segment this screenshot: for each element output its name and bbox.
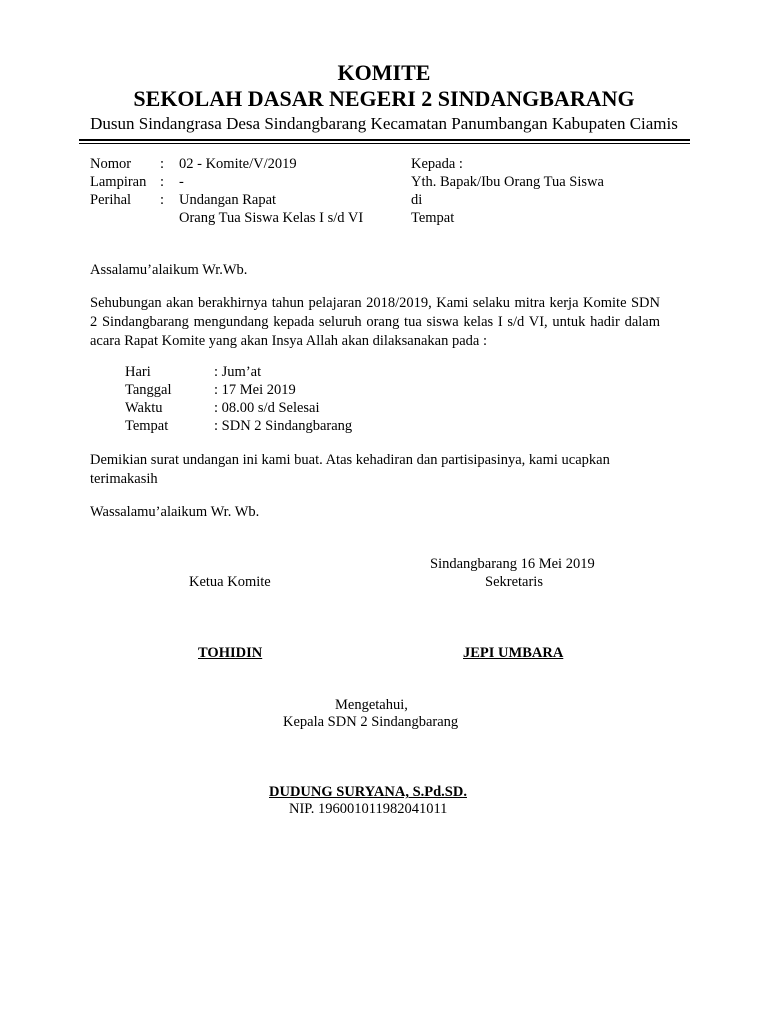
detail-tempat-value: : SDN 2 Sindangbarang [214,418,353,434]
recipient-line2: Yth. Bapak/Ibu Orang Tua Siswa [411,174,604,190]
letterhead-school-name: SEKOLAH DASAR NEGERI 2 SINDANGBARANG [133,86,635,111]
nomor-value: 02 - Komite/V/2019 [179,156,297,172]
signature-role-left: Ketua Komite [189,574,271,590]
detail-tanggal-value: : 17 Mei 2019 [214,382,296,398]
lampiran-colon: : [160,174,165,190]
lampiran-value: - [179,174,184,190]
perihal-value-line2: Orang Tua Siswa Kelas I s/d VI [179,210,364,226]
detail-hari-value: : Jum’at [214,364,262,380]
place-date: Sindangbarang 16 Mei 2019 [430,556,595,572]
recipient-line3: di [411,192,423,208]
head-nip: NIP. 196001011982041011 [289,801,448,817]
detail-tanggal-label: Tanggal [125,382,172,398]
letterhead-title: KOMITE [337,60,431,85]
head-name: DUDUNG SURYANA, S.Pd.SD. [269,784,467,800]
detail-waktu-label: Waktu [125,400,163,416]
perihal-value-line1: Undangan Rapat [179,192,277,208]
detail-waktu-value: : 08.00 s/d Selesai [214,400,320,416]
letterhead-divider-thick [79,139,690,141]
signature-role-right: Sekretaris [485,574,543,590]
lampiran-label: Lampiran [90,174,147,190]
letterhead-address: Dusun Sindangrasa Desa Sindangbarang Kecamatan Panumbangan Kabupaten Ciamis [90,114,678,133]
nomor-label: Nomor [90,156,132,172]
head-role: Kepala SDN 2 Sindangbarang [283,714,459,730]
letterhead-divider-thin [79,143,690,144]
nomor-colon: : [160,156,165,172]
recipient-line4: Tempat [411,210,455,226]
perihal-colon: : [160,192,165,208]
paragraph-invitation: Sehubungan akan berakhirnya tahun pelajaran 2018/2019, Kami selaku mitra kerja Komite SDN 2 Sindangbarang mengundang kepada seluruh orang tua siswa kelas I s/d VI, untuk hadir dalam acara Rapat Komite yang akan Insya Allah akan dilaksanakan pada : [90,295,660,349]
signature-name-right: JEPI UMBARA [463,645,564,661]
paragraph-closing: Demikian surat undangan ini kami buat. Atas kehadiran dan partisipasinya, kami ucapkan terimakasih [90,452,610,487]
greeting: Assalamu’alaikum Wr.Wb. [90,262,248,278]
signature-name-left: TOHIDIN [198,645,263,661]
acknowledge-label: Mengetahui, [335,697,408,713]
closing-greeting: Wassalamu’alaikum Wr. Wb. [90,504,260,520]
detail-tempat-label: Tempat [125,418,169,434]
detail-hari-label: Hari [125,364,151,380]
recipient-line1: Kepada : [411,156,463,172]
perihal-label: Perihal [90,192,132,208]
